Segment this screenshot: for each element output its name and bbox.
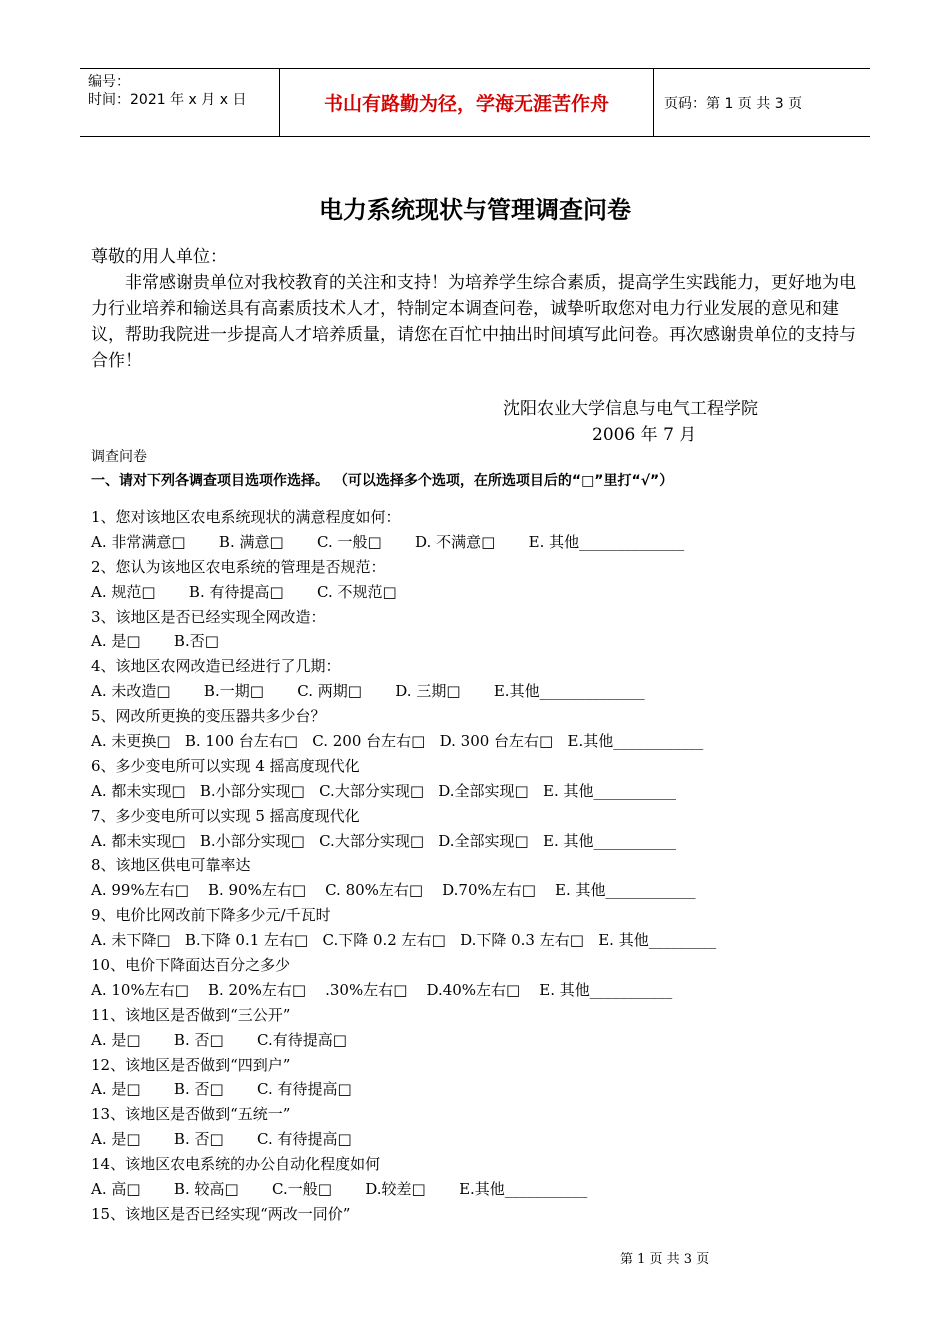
page-header — [80, 68, 870, 137]
page-footer: 第 1 页 共 3 页 — [620, 1252, 710, 1267]
question-text: 4、该地区农网改造已经进行了几期： — [91, 657, 341, 676]
answer-options[interactable]: A. 是□ B. 否□ C. 有待提高□ — [91, 1080, 352, 1099]
doc-date-label: 时间：2021 年 x 月 x 日 — [88, 92, 247, 108]
header-meta — [80, 69, 280, 136]
answer-options[interactable]: A. 99%左右□ B. 90%左右□ C. 80%左右□ D.70%左右□ E. 其他____________ — [91, 881, 696, 900]
answer-options[interactable]: A. 都未实现□ B.小部分实现□ C.大部分实现□ D.全部实现□ E. 其他___________ — [91, 781, 677, 800]
doc-number-label: 编号： — [88, 74, 130, 90]
section-title: 调查问卷 — [91, 449, 147, 465]
answer-options[interactable]: A. 未更换□ B. 100 台左右□ C. 200 台左右□ D. 300 台左右□ E.其他____________ — [91, 732, 704, 751]
greeting: 尊敬的用人单位： — [91, 247, 227, 267]
header-motto: 书山有路勤为径，学海无涯苦作舟 — [280, 69, 654, 136]
answer-options[interactable]: A. 高□ B. 较高□ C.一般□ D.较差□ E.其他___________ — [91, 1180, 588, 1199]
question-list — [91, 505, 871, 1227]
answer-options[interactable]: A. 非常满意□ B. 满意□ C. 一般□ D. 不满意□ E. 其他______________ — [91, 532, 685, 551]
question-text: 9、电价比网改前下降多少元/千瓦时 — [91, 906, 331, 925]
answer-options[interactable]: A. 都未实现□ B.小部分实现□ C.大部分实现□ D.全部实现□ E. 其他___________ — [91, 831, 677, 850]
answer-options[interactable]: A. 是□ B.否□ — [91, 632, 219, 651]
question-text: 12、该地区是否做到“四到户” — [91, 1055, 291, 1074]
question-text: 3、该地区是否已经实现全网改造： — [91, 607, 326, 626]
question-text: 1、您对该地区农电系统现状的满意程度如何： — [91, 508, 401, 526]
question-text: 14、该地区农电系统的办公自动化程度如何 — [91, 1155, 381, 1174]
answer-options[interactable]: A. 是□ B. 否□ C.有待提高□ — [91, 1030, 347, 1049]
question-text: 6、多少变电所可以实现 4 摇高度现代化 — [91, 756, 360, 775]
answer-options[interactable]: A. 规范□ B. 有待提高□ C. 不规范□ — [91, 582, 397, 601]
question-text: 13、该地区是否做到“五统一” — [91, 1105, 291, 1124]
intro-letter — [91, 244, 866, 374]
signature-date: 2006 年 7 月 — [592, 425, 697, 445]
intro-body: 非常感谢贵单位对我校教育的关注和支持！为培养学生综合素质，提高学生实践能力，更好地为电力行业培养和输送具有高素质技术人才，特制定本调查问卷，诚挚听取您对电力行业发展的意见和建议，帮助我院进一步提高人才培养质量，请您在百忙中抽出时间填写此问卷。再次感谢贵单位的支持与合作！ — [91, 273, 856, 371]
answer-options[interactable]: A. 10%左右□ B. 20%左右□ .30%左右□ D.40%左右□ E. 其他___________ — [91, 980, 673, 999]
question-text: 5、网改所更换的变压器共多少台？ — [91, 707, 326, 726]
answer-options[interactable]: A. 未改造□ B.一期□ C. 两期□ D. 三期□ E.其他______________ — [91, 682, 645, 701]
question-text: 15、该地区是否已经实现“两改一同价” — [91, 1204, 351, 1223]
question-text: 2、您认为该地区农电系统的管理是否规范： — [91, 557, 386, 576]
question-text: 7、多少变电所可以实现 5 摇高度现代化 — [91, 806, 360, 825]
answer-options[interactable]: A. 是□ B. 否□ C. 有待提高□ — [91, 1130, 352, 1149]
question-text: 8、该地区供电可靠率达 — [91, 856, 251, 875]
signature-org: 沈阳农业大学信息与电气工程学院 — [503, 399, 758, 419]
answer-options[interactable]: A. 未下降□ B.下降 0.1 左右□ C.下降 0.2 左右□ D.下降 0.3 左右□ E. 其他_________ — [91, 931, 717, 950]
document-title: 电力系统现状与管理调查问卷 — [319, 196, 631, 224]
question-text: 10、电价下降面达百分之多少 — [91, 956, 291, 975]
section-instruction: 一、请对下列各调查项目选项作选择。 （可以选择多个选项，在所选项目后的“□”里打“√”） — [91, 473, 674, 489]
header-page-info: 页码：第 1 页 共 3 页 — [664, 95, 803, 112]
question-text: 11、该地区是否做到“三公开” — [91, 1005, 291, 1024]
